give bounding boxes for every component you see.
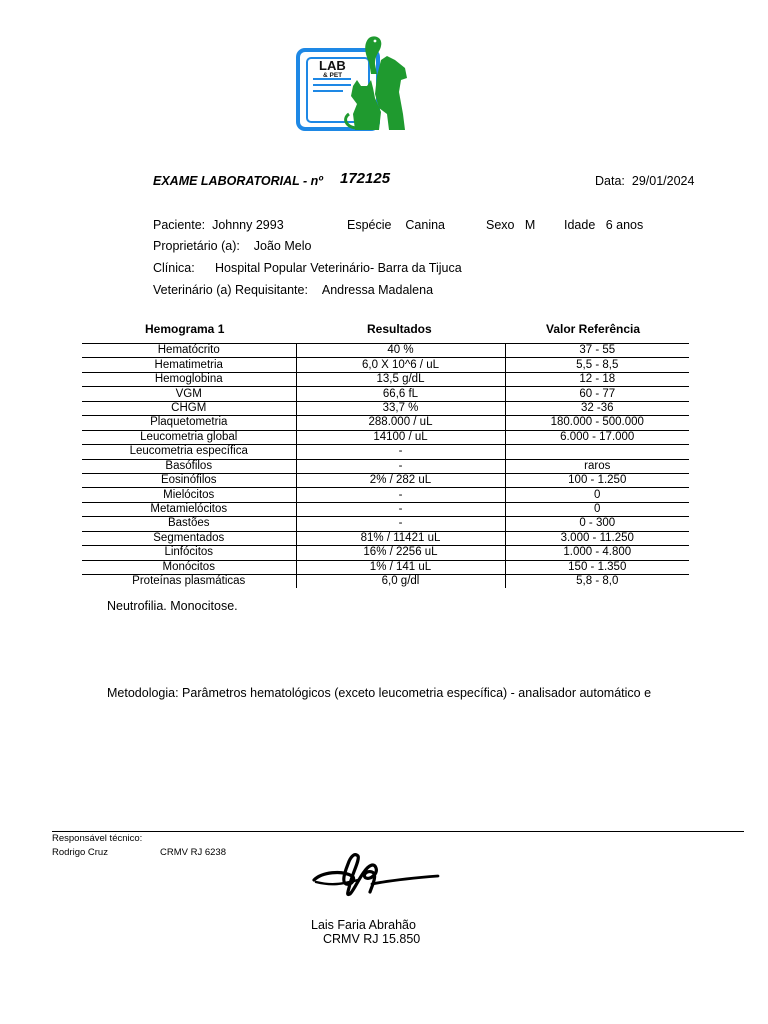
test-name-cell: Segmentados bbox=[82, 531, 296, 545]
clinic-value: Hospital Popular Veterinário- Barra da Tijuca bbox=[215, 261, 462, 275]
clinic-label: Clínica: bbox=[153, 261, 195, 275]
result-cell: 288.000 / uL bbox=[296, 416, 505, 430]
reference-cell: 0 - 300 bbox=[505, 517, 689, 531]
result-cell: - bbox=[296, 502, 505, 516]
table-row bbox=[82, 488, 689, 502]
test-name-cell: Basófilos bbox=[82, 459, 296, 473]
table-row bbox=[82, 502, 689, 516]
table-row bbox=[82, 387, 689, 401]
result-cell: 66,6 fL bbox=[296, 387, 505, 401]
sex-value: M bbox=[524, 218, 536, 232]
reference-cell: 180.000 - 500.000 bbox=[505, 416, 689, 430]
test-name-cell: Leucometria específica bbox=[82, 445, 296, 459]
vet-label: Veterinário (a) Requisitante: bbox=[153, 283, 308, 297]
observation-text: Neutrofilia. Monocitose. bbox=[107, 599, 238, 613]
result-cell: 13,5 g/dL bbox=[296, 372, 505, 386]
species-value: Canina bbox=[405, 218, 446, 232]
owner-value: João Melo bbox=[253, 239, 312, 253]
patient-name bbox=[153, 218, 284, 232]
test-name-cell: Hematócrito bbox=[82, 344, 296, 358]
reference-cell: raros bbox=[505, 459, 689, 473]
exam-title: EXAME LABORATORIAL - nº bbox=[153, 174, 323, 188]
hemogram-table bbox=[82, 343, 689, 588]
reference-cell: 0 bbox=[505, 502, 689, 516]
result-cell: - bbox=[296, 459, 505, 473]
reference-cell: 37 - 55 bbox=[505, 344, 689, 358]
table-row bbox=[82, 344, 689, 358]
table-row bbox=[82, 430, 689, 444]
species-label: Espécie bbox=[347, 218, 392, 232]
result-cell: 6,0 X 10^6 / uL bbox=[296, 358, 505, 372]
table-row bbox=[82, 416, 689, 430]
date-label: Data: bbox=[595, 174, 625, 188]
result-cell: - bbox=[296, 488, 505, 502]
owner bbox=[153, 239, 311, 253]
test-name-cell: Hematimetria bbox=[82, 358, 296, 372]
reference-cell: 100 - 1.250 bbox=[505, 473, 689, 487]
signer-crmv: CRMV RJ 15.850 bbox=[323, 932, 421, 946]
reference-cell: 5,8 - 8,0 bbox=[505, 575, 689, 589]
table-row bbox=[82, 531, 689, 545]
table-row bbox=[82, 459, 689, 473]
result-cell: 81% / 11421 uL bbox=[296, 531, 505, 545]
reference-cell: 6.000 - 17.000 bbox=[505, 430, 689, 444]
reference-cell: 32 -36 bbox=[505, 401, 689, 415]
logo-text-lab: LAB bbox=[319, 58, 346, 73]
result-cell: 6,0 g/dl bbox=[296, 575, 505, 589]
table-row bbox=[82, 358, 689, 372]
exam-number: 172125 bbox=[340, 170, 391, 187]
responsible-crmv: CRMV RJ 6238 bbox=[160, 847, 226, 858]
table-row bbox=[82, 560, 689, 574]
test-name-cell: Proteínas plasmáticas bbox=[132, 575, 246, 588]
result-cell: 33,7 % bbox=[296, 401, 505, 415]
reference-cell: 0 bbox=[505, 488, 689, 502]
date-value: 29/01/2024 bbox=[631, 174, 695, 188]
signature-image bbox=[312, 850, 440, 898]
patient-name-value: Johnny 2993 bbox=[212, 218, 284, 232]
test-name-cell: Metamielócitos bbox=[82, 502, 296, 516]
table-row bbox=[82, 401, 689, 415]
result-cell: 1% / 141 uL bbox=[296, 560, 505, 574]
owner-label: Proprietário (a): bbox=[153, 239, 240, 253]
test-name-cell: Plaquetometria bbox=[82, 416, 296, 430]
test-name-cell: Bastões bbox=[82, 517, 296, 531]
test-name-cell: CHGM bbox=[82, 401, 296, 415]
table-row bbox=[82, 517, 689, 531]
methodology-text: Metodologia: Parâmetros hematológicos (exceto leucometria específica) - analisador automático e bbox=[107, 686, 652, 700]
table-row bbox=[82, 445, 689, 459]
age-label: Idade bbox=[564, 218, 596, 232]
result-cell: 2% / 282 uL bbox=[296, 473, 505, 487]
test-name-cell: Monócitos bbox=[82, 560, 296, 574]
signer-name: Lais Faria Abrahão bbox=[311, 918, 416, 932]
result-cell: 14100 / uL bbox=[296, 430, 505, 444]
result-cell: 40 % bbox=[296, 344, 505, 358]
table-row bbox=[82, 372, 689, 386]
col-header-results: Resultados bbox=[367, 322, 432, 336]
responsible-name: Rodrigo Cruz bbox=[52, 847, 108, 858]
test-name-cell: Hemoglobina bbox=[82, 372, 296, 386]
reference-cell: 60 - 77 bbox=[505, 387, 689, 401]
table-row bbox=[82, 575, 689, 589]
clinic bbox=[153, 261, 195, 275]
patient-age bbox=[564, 218, 643, 232]
test-name-cell: Mielócitos bbox=[82, 488, 296, 502]
lab-pet-logo bbox=[295, 34, 420, 134]
test-name-cell: Leucometria global bbox=[82, 430, 296, 444]
requesting-vet bbox=[153, 283, 433, 297]
col-header-reference: Valor Referência bbox=[546, 322, 641, 336]
test-name-cell: Eosinófilos bbox=[82, 473, 296, 487]
result-cell: 16% / 2256 uL bbox=[296, 546, 505, 560]
patient-species bbox=[347, 218, 445, 232]
age-value: 6 anos bbox=[605, 218, 644, 232]
reference-cell bbox=[505, 445, 689, 459]
sex-label: Sexo bbox=[486, 218, 515, 232]
col-header-test: Hemograma 1 bbox=[145, 322, 225, 336]
patient-sex bbox=[486, 218, 535, 232]
footer-divider bbox=[52, 831, 744, 832]
result-cell: - bbox=[296, 517, 505, 531]
reference-cell: 150 - 1.350 bbox=[505, 560, 689, 574]
result-cell: - bbox=[296, 445, 505, 459]
patient-name-label: Paciente: bbox=[153, 218, 206, 232]
responsible-label: Responsável técnico: bbox=[52, 833, 143, 844]
test-name-cell: VGM bbox=[82, 387, 296, 401]
exam-date bbox=[595, 174, 694, 188]
test-name-cell: Linfócitos bbox=[82, 546, 296, 560]
table-row bbox=[82, 473, 689, 487]
reference-cell: 12 - 18 bbox=[505, 372, 689, 386]
reference-cell: 1.000 - 4.800 bbox=[505, 546, 689, 560]
table-row bbox=[82, 546, 689, 560]
vet-value: Andressa Madalena bbox=[321, 283, 434, 297]
reference-cell: 3.000 - 11.250 bbox=[505, 531, 689, 545]
logo-text-pet: & PET bbox=[323, 72, 343, 79]
reference-cell: 5,5 - 8,5 bbox=[505, 358, 689, 372]
